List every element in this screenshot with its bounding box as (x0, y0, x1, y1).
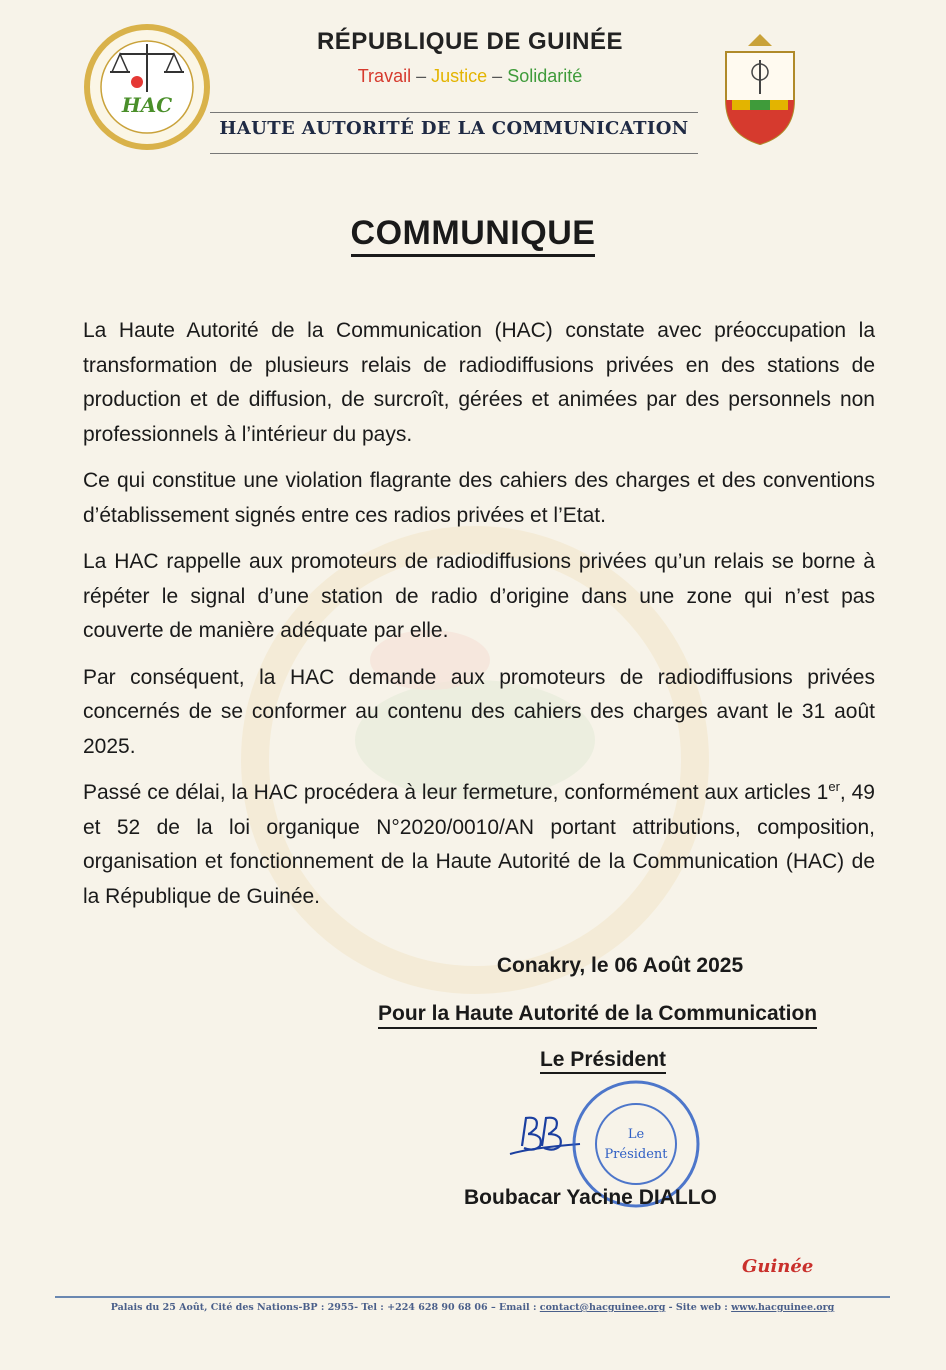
communique-body (83, 314, 875, 926)
guinee-logo: Guinée (742, 1256, 814, 1277)
authority-name: HAUTE AUTORITÉ DE LA COMMUNICATION (219, 118, 689, 139)
paragraph-5 (83, 776, 875, 914)
motto-word-solidarite: Solidarité (507, 66, 583, 86)
signatory-role-text: Le Président (540, 1048, 666, 1074)
paragraph-5-superscript: er (828, 779, 840, 794)
header-divider-top (210, 112, 698, 113)
hac-logo-icon (82, 22, 212, 152)
communique-title-text: COMMUNIQUE (351, 214, 596, 257)
footer-address: Palais du 25 Août, Cité des Nations-BP : 2955- Tel : +224 628 90 68 06 – Email : (110, 1302, 537, 1313)
coat-of-arms-icon (712, 30, 808, 150)
place-and-date: Conakry, le 06 Août 2025 (496, 954, 744, 977)
paragraph-5-end: , 49 et 52 de la loi organique N°2020/0010/AN portant attributions, composition, organisation et fonctionnement de la Haute Autorité de la Communication (HAC) de la République de Guinée. (83, 781, 875, 908)
paragraph-2: Ce qui constitue une violation flagrante des cahiers des charges et des conventions d’établissement signés entre ces radios privées et l’Etat. (83, 469, 875, 527)
footer-website-link[interactable]: www.hacguinee.org (731, 1302, 835, 1313)
motto-separator: – (416, 66, 427, 86)
on-behalf-of: Pour la Haute Autorité de la Communication (378, 1002, 817, 1029)
svg-text:Le: Le (627, 1127, 645, 1142)
footer-contact (55, 1302, 890, 1313)
paragraph-4: Par conséquent, la HAC demande aux promoteurs de radiodiffusions privées concernés de se conformer au contenu des cahiers des charges avant le 31 août 2025. (83, 665, 875, 758)
svg-text:Président: Président (604, 1147, 668, 1162)
national-motto (230, 66, 710, 87)
svg-text:HAC: HAC (121, 93, 173, 117)
motto-separator: – (492, 66, 503, 86)
paragraph-1: La Haute Autorité de la Communication (HAC) constate avec préoccupation la transformation de plusieurs relais de radiodiffusions privées en des stations de production et de diffusion, de surcroît, gérées et animées par des personnels non professionnels à l’intérieur du pays. (83, 319, 875, 446)
paragraph-5-start: Passé ce délai, la HAC procédera à leur fermeture, conformément aux articles 1 (83, 781, 829, 804)
signatory-role (378, 1048, 828, 1072)
footer-divider (55, 1296, 890, 1298)
signatory-name: Boubacar Yacine DIALLO (464, 1186, 717, 1209)
communique-title (0, 214, 946, 253)
footer-site-label: - Site web : (668, 1302, 728, 1313)
motto-word-justice: Justice (431, 66, 488, 86)
country-title: RÉPUBLIQUE DE GUINÉE (316, 28, 624, 55)
header-divider-bottom (210, 153, 698, 154)
footer-email-link[interactable]: contact@hacguinee.org (539, 1302, 666, 1313)
paragraph-3: La HAC rappelle aux promoteurs de radiodiffusions privées qu’un relais se borne à répéter le signal d’une station de radio d’origine dans une zone qui n’est pas couverte de manière adéquate par elle. (83, 550, 875, 642)
motto-word-travail: Travail (357, 66, 412, 86)
